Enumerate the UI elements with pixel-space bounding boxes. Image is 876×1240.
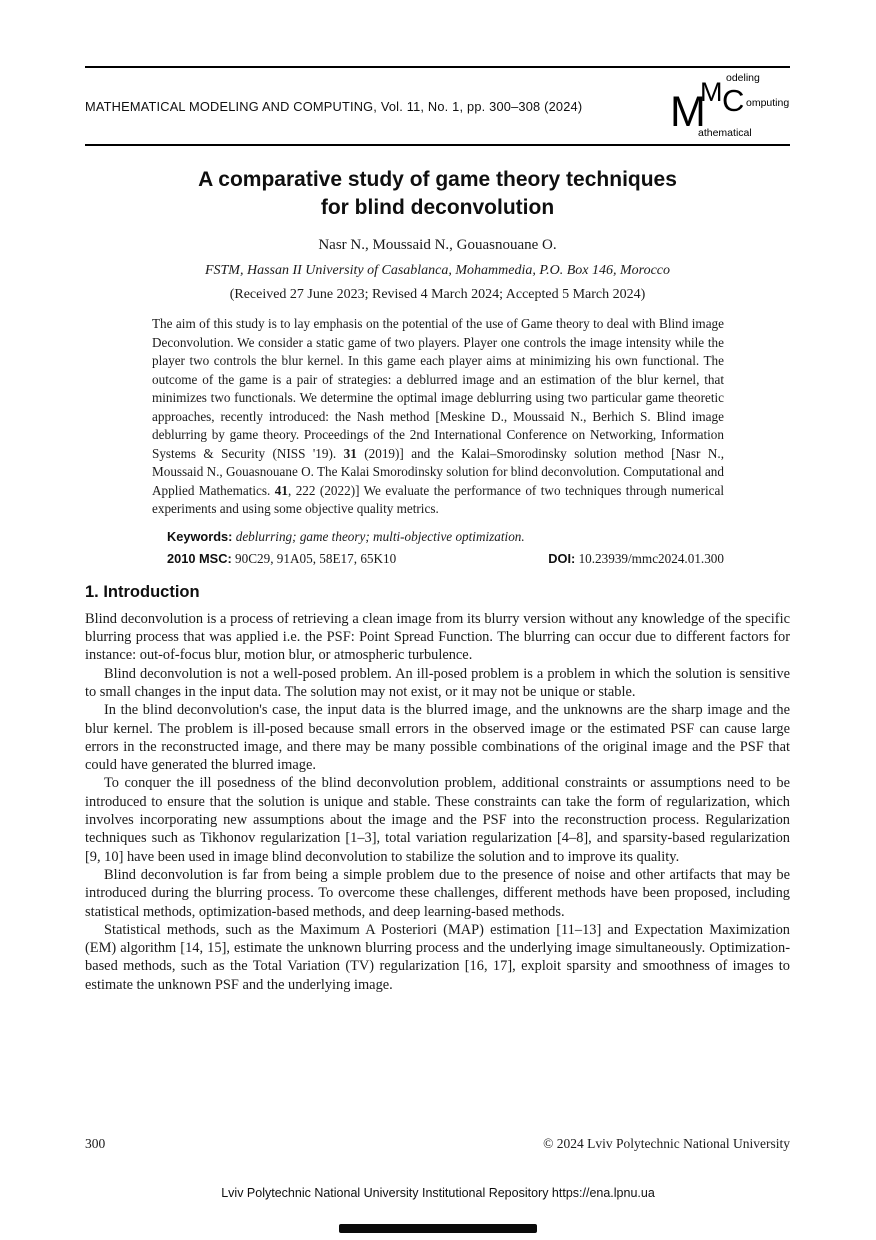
page-number: 300 bbox=[85, 1136, 106, 1151]
repository-banner: Lviv Polytechnic National University Institutional Repository https://ena.lpnu.ua bbox=[221, 1186, 655, 1200]
intro-paragraph: To conquer the ill posedness of the blind deconvolution problem, additional constraints or assumptions need to be introduced to ensure that the solution is unique and stable. These constraints can take the form of regularization, which involves incorporating new assumptions about the image and the PSF into the reconstruction process. Regularization techniques such as Tikhonov regularization [1–3], total variation regularization [4–8], and sparsity-based regularization [9, 10] have been used in image blind deconvolution to stabilize the solution and to improve its quality. bbox=[85, 775, 790, 865]
doi-label: DOI: bbox=[548, 550, 576, 566]
paper-title-line1: A comparative study of game theory techniques bbox=[198, 168, 677, 191]
intro-paragraph: Blind deconvolution is not a well-posed problem. An ill-posed problem is a problem in which the solution is sensitive to small changes in the input data. The solution may not exist, or it may not be unique or stable. bbox=[85, 665, 790, 700]
doi-group bbox=[548, 551, 724, 567]
intro-paragraph: In the blind deconvolution's case, the input data is the blurred image, and the unknowns are the sharp image and the blur kernel. The problem is ill-posed because small errors in the observed image or the estimated PSF can cause large errors in the reconstructed image, and there may be many possible combinations of the original image and the PSF that could have generated the blurred image. bbox=[85, 702, 790, 774]
journal-header bbox=[85, 68, 790, 144]
logo-letter-c-computing: C bbox=[722, 83, 745, 118]
abstract-volume-number-1: 31 bbox=[343, 445, 357, 461]
abstract-text-part1: The aim of this study is to lay emphasis on the potential of the use of Game theory to deal with Blind image Deconvolution. We consider a static game of two players. Player one controls the image intensity while the player two controls the blur kernel. In this game each player aims at minimizing his own functional. The outcome of the game is a pair of strategies: a deblurred image and an estimation of the blur kernel, that minimizes two functionals. We determine the optimal image deblurring using two particular game theoretic approaches, recently introduced: the Nash method [Meskine D., Moussaid N., Berhich S. Blind image deblurring by game theory. Proceedings of the 2nd International Conference on Networking, Information Systems & Security (NISS '19). bbox=[152, 316, 724, 461]
journal-citation-line: MATHEMATICAL MODELING AND COMPUTING, Vol. 11, No. 1, pp. 300–308 (2024) bbox=[85, 98, 583, 114]
logo-letter-m-mathematical: M bbox=[670, 88, 706, 136]
page-footer bbox=[85, 1136, 790, 1152]
bottom-bar-decoration bbox=[339, 1224, 537, 1233]
msc-group bbox=[167, 551, 396, 567]
abstract bbox=[152, 315, 724, 518]
logo-word-modeling-suffix: odeling bbox=[726, 72, 760, 84]
logo-word-mathematical-suffix: athematical bbox=[698, 127, 752, 139]
mmc-journal-logo-icon bbox=[670, 72, 790, 140]
intro-paragraph: Blind deconvolution is a process of retrieving a clean image from its blurry version without any knowledge of the specific blurring process that was applied i.e. the PSF: Point Spread Function. The blurring can occur due to different factors for instance: out-of-focus blur, motion blur, or atmospheric turbulence. bbox=[85, 610, 790, 664]
keywords-label: Keywords: bbox=[167, 528, 233, 544]
section-heading-introduction: 1. Introduction bbox=[85, 582, 200, 601]
paper-title bbox=[85, 166, 790, 221]
abstract-text-part2: (2019)] and the Kalai–Smorodinsky solution method [Nasr N., Moussaid N., Gouasnouane O. The Kalai Smorodinsky solution for blind deconvolution. Computational and Applied Mathematics. bbox=[152, 445, 724, 498]
affiliation-line: FSTM, Hassan II University of Casablanca, Mohammedia, P.O. Box 146, Morocco bbox=[204, 263, 671, 279]
logo-letter-m-modeling: M bbox=[700, 77, 723, 107]
msc-doi-row bbox=[152, 551, 724, 567]
authors-line: Nasr N., Moussaid N., Gouasnouane O. bbox=[318, 237, 557, 254]
logo-word-computing-suffix: omputing bbox=[746, 97, 790, 109]
doi-value: 10.23939/mmc2024.01.300 bbox=[578, 550, 724, 566]
paper-title-line2: for blind deconvolution bbox=[320, 195, 555, 219]
top-margin bbox=[85, 0, 790, 66]
keywords-row bbox=[152, 529, 724, 545]
abstract-text-part3: , 222 (2022)] We evaluate the performance of two techniques through numerical experiments and using some objective quality metrics. bbox=[152, 482, 724, 517]
abstract-volume-number-2: 41 bbox=[274, 482, 288, 498]
intro-paragraph: Blind deconvolution is far from being a simple problem due to the presence of noise and other artifacts that may be introduced during the blurring process. To overcome these challenges, different methods have been proposed, including statistical methods, optimization-based methods, and deep learning-based methods. bbox=[85, 866, 790, 920]
header-rule-bottom bbox=[85, 144, 790, 146]
msc-label: 2010 MSC: bbox=[167, 550, 232, 566]
msc-codes: 90C29, 91A05, 58E17, 65K10 bbox=[235, 550, 397, 566]
intro-paragraph: Statistical methods, such as the Maximum A Posteriori (MAP) estimation [11–13] and Expectation Maximization (EM) algorithm [14, 15], estimate the unknown blurring process and the underlying image simultaneously. Optimization-based methods, such as the Total Variation (TV) regularization [16, 17], exploit sparsity and smoothness of images to estimate the unknown PSF and the underlying image. bbox=[85, 921, 790, 993]
received-dates-line: (Received 27 June 2023; Revised 4 March 2024; Accepted 5 March 2024) bbox=[229, 287, 646, 303]
keywords-text: deblurring; game theory; multi-objective optimization. bbox=[235, 528, 525, 544]
copyright-notice: © 2024 Lviv Polytechnic National University bbox=[543, 1136, 790, 1151]
